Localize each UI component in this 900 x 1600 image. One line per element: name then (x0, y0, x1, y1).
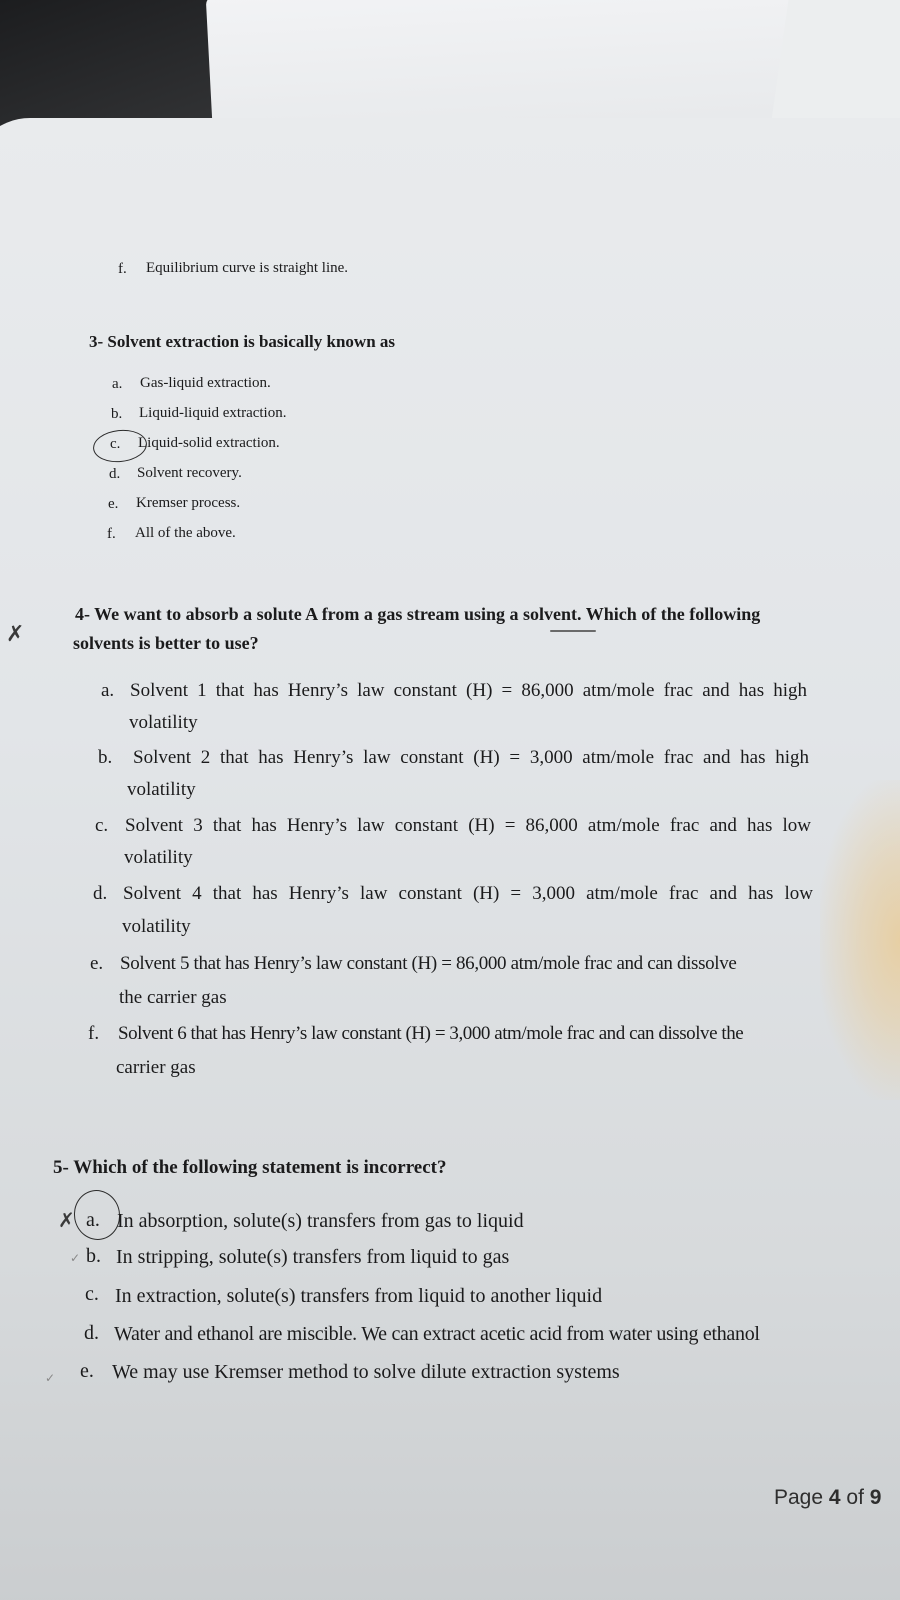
q5-option-d-letter: d. (84, 1322, 99, 1344)
q5-option-b-text: In stripping, solute(s) transfers from liquid to gas (116, 1246, 510, 1268)
q4-option-c-letter: c. (95, 815, 109, 836)
q4-option-a-letter: a. (101, 680, 115, 701)
q5-option-c-text: In extraction, solute(s) transfers from liquid to another liquid (115, 1285, 603, 1307)
q3-heading: 3- Solvent extraction is basically known as (89, 332, 396, 351)
q3-option-e-letter: e. (108, 496, 119, 512)
q3-option-e-text: Kremser process. (136, 495, 241, 511)
q4-option-f-line2: carrier gas (116, 1057, 196, 1078)
q5-option-e-letter: e. (80, 1360, 94, 1382)
q3-answer-circle (91, 427, 148, 464)
page-number-total: 9 (869, 1486, 882, 1509)
q3-option-a-letter: a. (112, 376, 123, 392)
q4-option-e-line1: Solvent 5 that has Henry’s law constant (H) = 86,000 atm/mole frac and can dissolve (120, 953, 737, 974)
q3-option-f-text: All of the above. (135, 525, 236, 541)
q4-option-f-letter: f. (88, 1023, 100, 1044)
prev-option-text: Equilibrium curve is straight line. (146, 260, 349, 276)
q3-option-b-text: Liquid-liquid extraction. (139, 405, 287, 421)
q4-option-c-line2: volatility (124, 847, 193, 868)
q4-option-f-line1: Solvent 6 that has Henry’s law constant (H) = 3,000 atm/mole frac and can dissolve the (118, 1023, 744, 1044)
q4-option-b-line2: volatility (127, 779, 196, 800)
q5-option-d-text: Water and ethanol are miscible. We can extract acetic acid from water using ethanol (114, 1323, 760, 1345)
page-number-prefix: Page (774, 1486, 829, 1509)
q5-option-e-text: We may use Kremser method to solve dilute extraction systems (112, 1361, 620, 1383)
q4-option-e-line2: the carrier gas (119, 987, 227, 1008)
q4-option-d-line2: volatility (122, 916, 191, 937)
page-number (774, 1486, 881, 1510)
q4-underline-solvent (550, 630, 596, 632)
q4-option-b-line1: Solvent 2 that has Henry’s law constant (H) = 3,000 atm/mole frac and has high (133, 747, 809, 768)
q3-option-d-text: Solvent recovery. (137, 465, 242, 481)
q4-option-d-letter: d. (93, 883, 108, 904)
q4-heading-line1: 4- We want to absorb a solute A from a gas stream using a solvent. Which of the following (75, 604, 761, 624)
prev-option-letter: f. (118, 261, 127, 277)
q4-option-a-line1: Solvent 1 that has Henry’s law constant (H) = 86,000 atm/mole frac and has high (130, 680, 807, 701)
q5-option-b-tick: ✓ (70, 1251, 81, 1265)
page-number-middle: of (840, 1486, 870, 1509)
q5-option-b-letter: b. (86, 1245, 101, 1267)
page-number-current: 4 (828, 1486, 841, 1509)
q3-option-b-letter: b. (111, 406, 123, 422)
q4-option-d-line1: Solvent 4 that has Henry’s law constant (H) = 3,000 atm/mole frac and has low (123, 883, 813, 904)
q5-option-e-tick: ✓ (45, 1371, 56, 1385)
q5-option-a-letter: a. (86, 1209, 100, 1231)
q4-option-a-line2: volatility (129, 712, 198, 733)
q3-option-d-letter: d. (109, 466, 121, 482)
q4-option-b-letter: b. (98, 747, 113, 768)
q4-option-e-letter: e. (90, 953, 104, 974)
q5-option-a-mark: ✗ (58, 1208, 75, 1232)
q3-option-c-text: Liquid-solid extraction. (138, 435, 280, 451)
q4-option-c-line1: Solvent 3 that has Henry’s law constant (H) = 86,000 atm/mole frac and has low (125, 815, 811, 836)
q5-heading: 5- Which of the following statement is incorrect? (53, 1157, 447, 1178)
q3-option-a-text: Gas-liquid extraction. (140, 375, 271, 391)
q3-option-f-letter: f. (107, 526, 116, 542)
q4-heading-line2: solvents is better to use? (73, 633, 259, 653)
q5-option-c-letter: c. (85, 1283, 99, 1305)
q5-option-a-text: In absorption, solute(s) transfers from gas to liquid (117, 1210, 524, 1232)
q4-margin-mark: ✗ (6, 622, 25, 647)
q3-option-c-letter: c. (110, 436, 121, 452)
